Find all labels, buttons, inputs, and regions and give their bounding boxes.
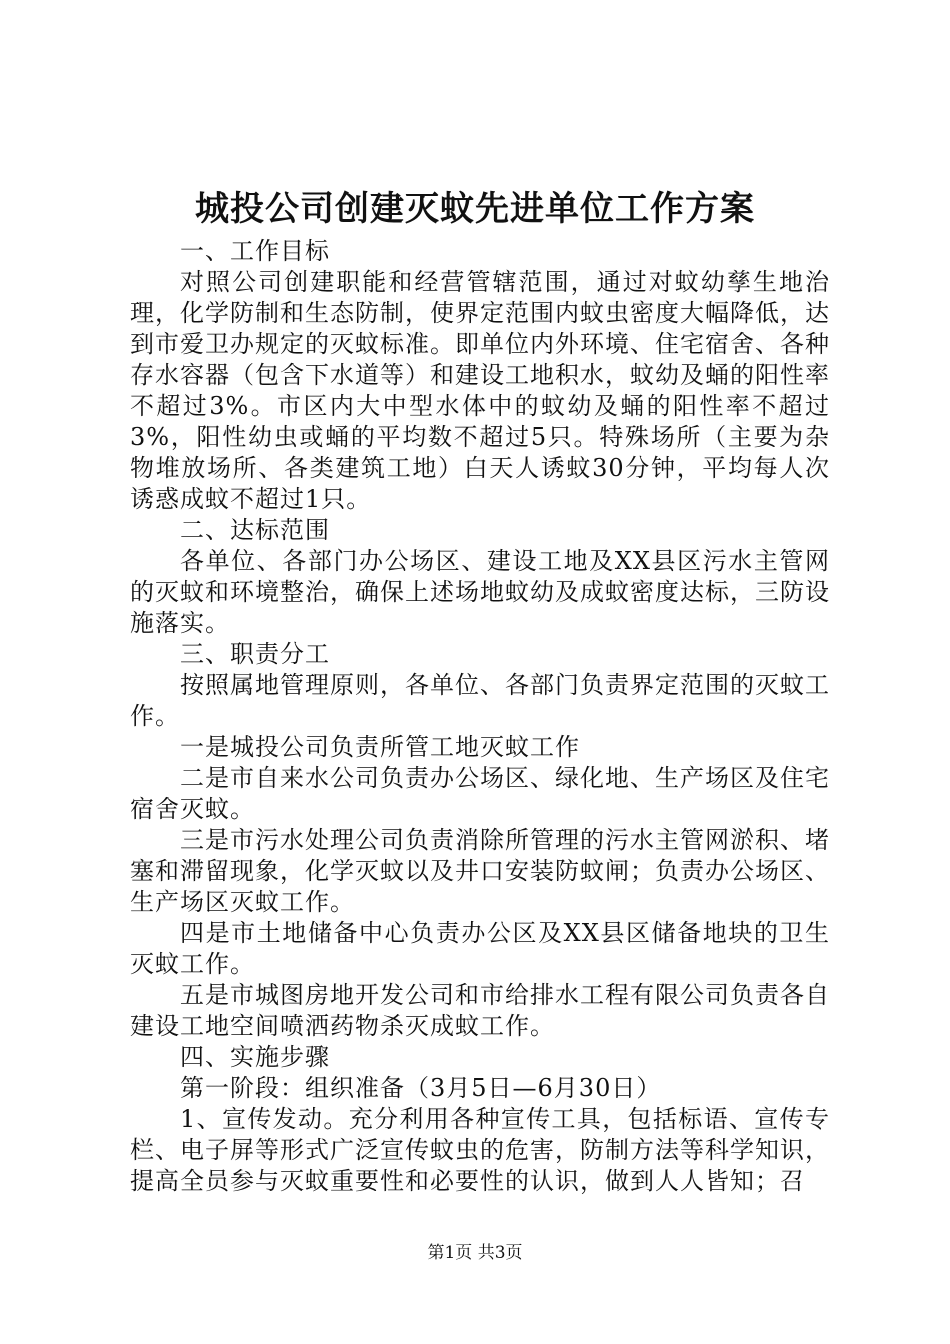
paragraph: 一是城投公司负责所管工地灭蚊工作 (180, 733, 580, 761)
paragraph: 四是市土地储备中心负责办公区及XX县区储备地块的卫生灭蚊工作。 (130, 919, 830, 978)
paragraph: 1、宣传发动。充分利用各种宣传工具，包括标语、宣传专栏、电子屏等形式广泛宣传蚊虫的危害，防制方法等科学知识，提高全员参与灭蚊重要性和必要性的认识，做到人人皆知；召 (130, 1105, 830, 1195)
page-number-footer: 第1页 共3页 (427, 1243, 523, 1263)
paragraph: 按照属地管理原则，各单位、各部门负责界定范围的灭蚊工作。 (130, 671, 830, 730)
section-heading: 二、达标范围 (180, 516, 330, 544)
paragraph: 对照公司创建职能和经营管辖范围，通过对蚊幼孳生地治理，化学防制和生态防制，使界定范围内蚊虫密度大幅降低，达到市爱卫办规定的灭蚊标准。即单位内外环境、住宅宿舍、各种存水容器（包含下水道等）和建设工地积水，蚊幼及蛹的阳性率不超过3%。市区内大中型水体中的蚊幼及蛹的阳性率不超过3%，阳性幼虫或蛹的平均数不超过5只。特殊场所（主要为杂物堆放场所、各类建筑工地）白天人诱蚊30分钟，平均每人次诱惑成蚊不超过1只。 (130, 268, 830, 513)
paragraph: 各单位、各部门办公场区、建设工地及XX县区污水主管网的灭蚊和环境整治，确保上述场地蚊幼及成蚊密度达标，三防设施落实。 (130, 547, 830, 637)
section-heading: 一、工作目标 (180, 237, 330, 265)
paragraph: 五是市城图房地开发公司和市给排水工程有限公司负责各自建设工地空间喷洒药物杀灭成蚊工作。 (130, 981, 830, 1040)
paragraph: 第一阶段：组织准备（3月5日—6月30日） (180, 1074, 662, 1102)
section-heading: 三、职责分工 (180, 640, 330, 668)
paragraph: 三是市污水处理公司负责消除所管理的污水主管网淤积、堵塞和滞留现象，化学灭蚊以及井口安装防蚊闸；负责办公场区、生产场区灭蚊工作。 (130, 826, 830, 916)
document-body (130, 236, 830, 1197)
paragraph: 二是市自来水公司负责办公场区、绿化地、生产场区及住宅宿舍灭蚊。 (130, 764, 830, 823)
section-heading: 四、实施步骤 (180, 1043, 330, 1071)
document-title: 城投公司创建灭蚊先进单位工作方案 (195, 189, 755, 229)
